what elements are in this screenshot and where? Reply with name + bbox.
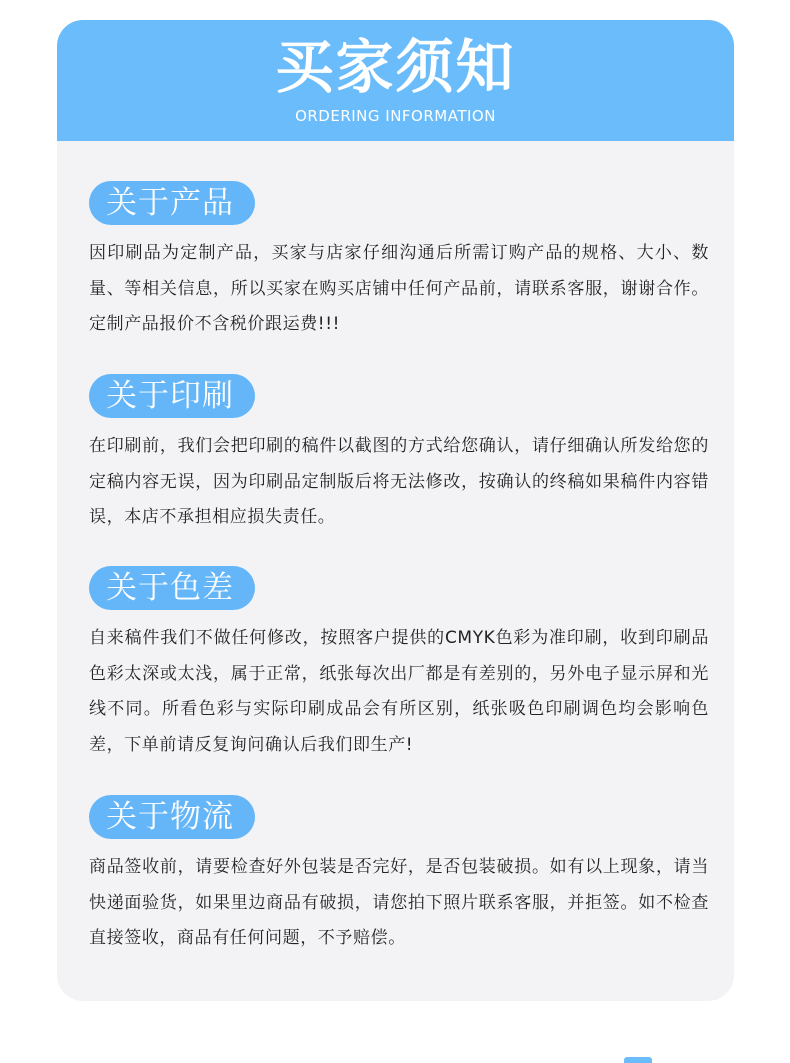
header-banner [57, 20, 734, 141]
section-label-color-difference: 关于色差 [89, 566, 255, 610]
section-logistics [89, 795, 709, 957]
bottom-accent-mark [624, 1057, 652, 1063]
section-text-product: 因印刷品为定制产品，买家与店家仔细沟通后所需订购产品的规格、大小、数量、等相关信息，所以买家在购买店铺中任何产品前，请联系客服，谢谢合作。定制产品报价不含税价跟运费!!! [89, 243, 709, 334]
section-printing [89, 374, 709, 536]
section-label-logistics: 关于物流 [89, 795, 255, 839]
section-label-printing: 关于印刷 [89, 374, 255, 418]
section-text-color-difference: 自来稿件我们不做任何修改，按照客户提供的CMYK色彩为准印刷，收到印刷品色彩太深或太浅，属于正常，纸张每次出厂都是有差别的，另外电子显示屏和光线不同。所看色彩与实际印刷成品会有所区别，纸张吸色印刷调色均会影响色差，下单前请反复询问确认后我们即生产! [89, 628, 709, 755]
section-text-printing: 在印刷前，我们会把印刷的稿件以截图的方式给您确认，请仔细确认所发给您的定稿内容无误，因为印刷品定制版后将无法修改，按确认的终稿如果稿件内容错误，本店不承担相应损失责任。 [89, 436, 709, 527]
section-color-difference [89, 566, 709, 763]
page-title: 买家须知 [275, 33, 516, 101]
section-product [89, 181, 709, 343]
page-subtitle: ORDERING INFORMATION [295, 107, 496, 125]
notice-card [57, 20, 734, 1001]
section-text-logistics: 商品签收前，请要检查好外包装是否完好，是否包装破损。如有以上现象，请当快递面验货，如果里边商品有破损，请您拍下照片联系客服，并拒签。如不检查直接签收，商品有任何问题，不予赔偿。 [89, 857, 709, 948]
section-label-product: 关于产品 [89, 181, 255, 225]
